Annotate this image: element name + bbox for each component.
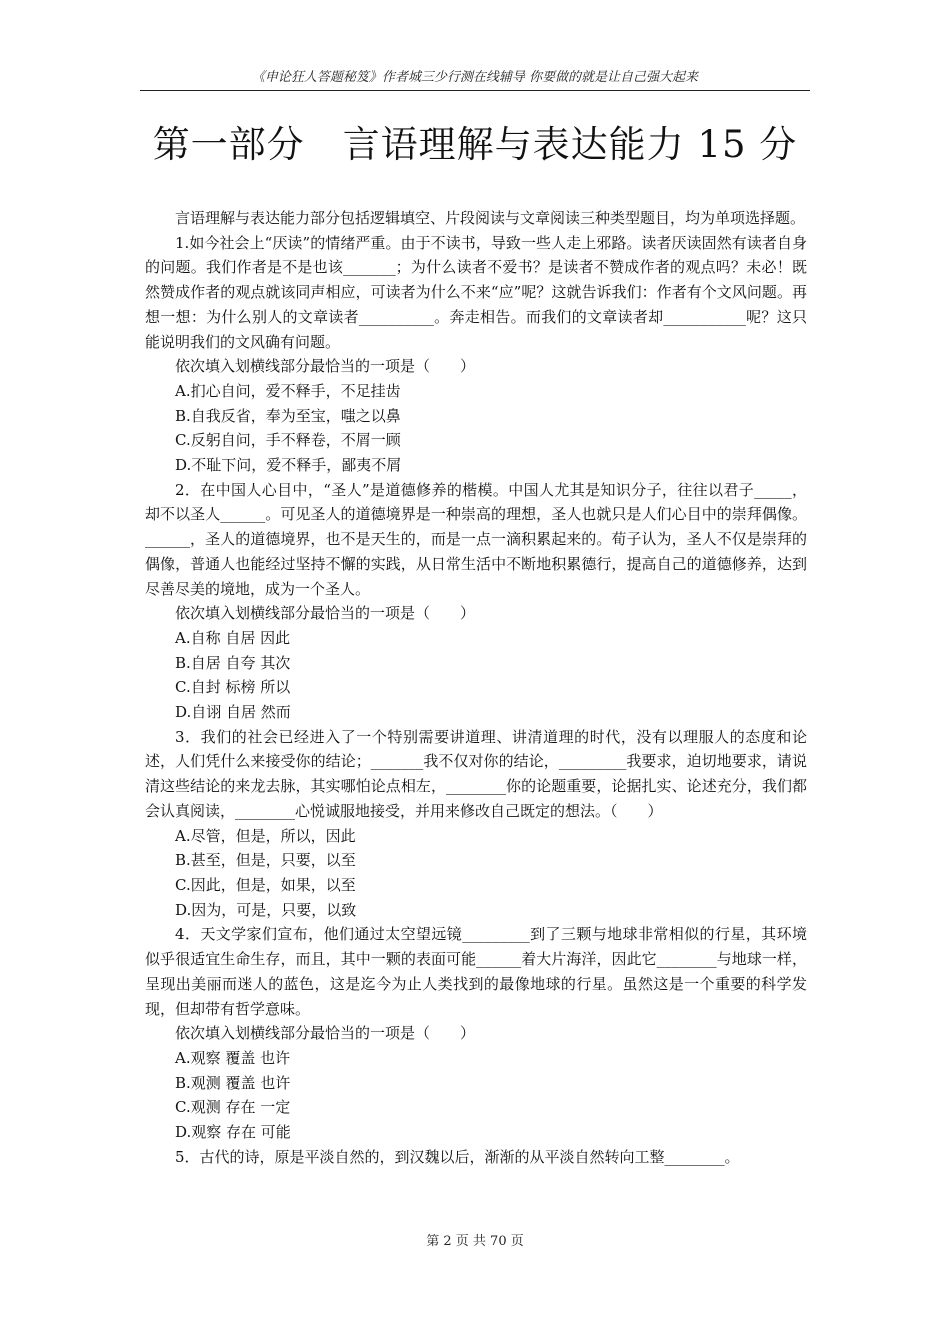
option-c: C.反躬自问，手不释卷，不屑一顾 [175,431,401,450]
section-part-label: 第一部分 [152,123,305,166]
option-a: A.扪心自问，爱不释手，不足挂齿 [175,381,401,400]
page-footer [0,1230,950,1249]
section-name: 言语理解与表达能力 15 分 [342,123,798,166]
option-d: D.因为，可是，只要，以致 [175,900,357,919]
running-header-text: 《申论狂人答题秘笈》作者城三少行测在线辅导 你要做的就是让自己强大起来 [251,70,699,85]
page-content [145,206,807,1169]
question-stem: 3．我们的社会已经进入了一个特别需要讲道理、讲清道理的时代，没有以理服人的态度和论述，人们凭什么来接受你的结论；_______我不仅对你的结论，_________我要求，迫切地要求，请说清这些结论的来龙去脉，其实哪怕论点相左，________你的论题重要，论据扎实、论述充分，我们都会认真阅读，________心悦诚服地接受，并用来修改自己既定的想法。（ ） [145,727,807,820]
question-2 [145,478,807,725]
section-title [0,120,950,170]
running-header [140,68,810,91]
option-a: A.尽管，但是，所以，因此 [175,826,356,845]
question-stem: 4．天文学家们宣布，他们通过太空望远镜_________到了三颗与地球非常相似的行星，其环境似乎很适宜生命生存，而且，其中一颗的表面可能______着大片海洋，因此它________与地球一样，呈现出美丽而迷人的蓝色，这是迄今为止人类找到的最像地球的行星。虽然这是一个重要的科学发现，但却带有哲学意味。 [145,925,807,1018]
option-c: C.自封 标榜 所以 [175,678,291,697]
page-number: 第 2 页 共 70 页 [426,1234,524,1249]
option-b: B.甚至，但是，只要，以至 [175,851,356,870]
question-prompt: 依次填入划横线部分最恰当的一项是（ ） [175,604,476,623]
intro-paragraph: 言语理解与表达能力部分包括逻辑填空、片段阅读与文章阅读三种类型题目，均为单项选择题。 [175,209,806,227]
option-b: B.观测 覆盖 也许 [175,1073,291,1092]
option-a: A.观察 覆盖 也许 [175,1048,291,1067]
question-1 [145,231,807,478]
question-stem: 1.如今社会上“厌读”的情绪严重。由于不读书，导致一些人走上邪路。读者厌读固然有读者自身的问题。我们作者是不是也该_______；为什么读者不爱书？是读者不赞成作者的观点吗？未必！既然赞成作者的观点就该同声相应，可读者为什么不来“应”呢？这就告诉我们：作者有个文风问题。再想一想：为什么别人的文章读者__________。奔走相告。而我们的文章读者却___________呢？这只能说明我们的文风确有问题。 [145,233,807,351]
option-b: B.自我反省，奉为至宝，嗤之以鼻 [175,406,401,425]
option-b: B.自居 自夸 其次 [175,653,291,672]
option-d: D.自诩 自居 然而 [175,703,291,722]
question-4 [145,922,807,1144]
question-stem: 2．在中国人心目中，“圣人”是道德修养的楷模。中国人尤其是知识分子，往往以君子_____，却不以圣人______。可见圣人的道德境界是一种崇高的理想，圣人也就只是人们心目中的崇拜偶像。______，圣人的道德境界，也不是天生的，而是一点一滴积累起来的。荀子认为，圣人不仅是崇拜的偶像，普通人也能经过坚持不懈的实践，从日常生活中不断地积累德行，提高自己的道德修养，达到尽善尽美的境地，成为一个圣人。 [145,480,807,598]
option-c: C.观测 存在 一定 [175,1098,291,1117]
option-d: D.观察 存在 可能 [175,1123,291,1142]
question-5 [145,1145,807,1170]
option-d: D.不耻下问，爱不释手，鄙夷不屑 [175,456,402,475]
option-a: A.自称 自居 因此 [175,628,291,647]
question-stem: 5．古代的诗，原是平淡自然的，到汉魏以后，渐渐的从平淡自然转向工整________。 [175,1147,740,1166]
question-prompt: 依次填入划横线部分最恰当的一项是（ ） [175,357,476,376]
question-3 [145,725,807,923]
option-c: C.因此，但是，如果，以至 [175,875,356,894]
question-prompt: 依次填入划横线部分最恰当的一项是（ ） [175,1024,476,1043]
